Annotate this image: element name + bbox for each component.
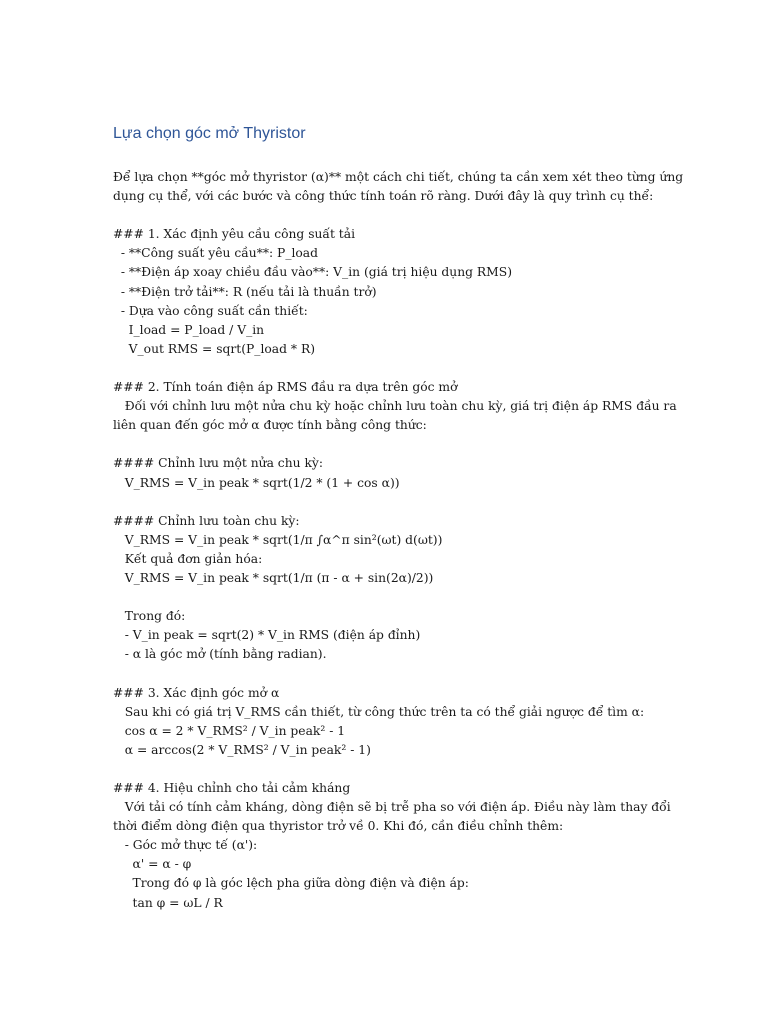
text-line: dụng cụ thể, với các bước và công thức tính toán rõ ràng. Dưới đây là quy trình cụ thể: — [113, 189, 654, 204]
text-line: - Dựa vào công suất cần thiết: — [113, 303, 308, 318]
text-line: - **Công suất yêu cầu**: P_load — [113, 246, 319, 261]
text-line: Trong đó: — [113, 609, 186, 624]
text-line: I_load = P_load / V_in — [113, 322, 265, 337]
text-line — [113, 760, 673, 779]
document-body — [113, 168, 684, 913]
text-line: α = arccos(2 * V_RMS² / V_in peak² - 1) — [113, 742, 371, 757]
text-line: cos α = 2 * V_RMS² / V_in peak² - 1 — [113, 723, 346, 738]
text-line: - V_in peak = sqrt(2) * V_in RMS (điện áp đỉnh) — [113, 628, 421, 643]
text-line — [113, 435, 673, 454]
text-line: ### 3. Xác định góc mở α — [113, 685, 280, 700]
text-line: Sau khi có giá trị V_RMS cần thiết, từ công thức trên ta có thể giải ngược để tìm α: — [113, 704, 645, 719]
text-line: Để lựa chọn **góc mở thyristor (α)** một cách chi tiết, chúng ta cần xem xét theo từng ứng — [113, 170, 684, 184]
text-line — [113, 664, 673, 683]
text-line: Đối với chỉnh lưu một nửa chu kỳ hoặc chỉnh lưu toàn chu kỳ, giá trị điện áp RMS đầu ra — [113, 399, 677, 414]
text-line: V_RMS = V_in peak * sqrt(1/π ∫α^π sin²(ωt) d(ωt)) — [113, 532, 443, 547]
text-line: V_RMS = V_in peak * sqrt(1/2 * (1 + cos α)) — [113, 475, 400, 490]
text-line: - Góc mở thực tế (α'): — [113, 838, 258, 853]
text-line — [113, 588, 673, 607]
text-line: #### Chỉnh lưu toàn chu kỳ: — [113, 513, 300, 528]
text-line: ### 4. Hiệu chỉnh cho tải cảm kháng — [113, 781, 351, 795]
document-title: Lựa chọn góc mở Thyristor — [113, 125, 306, 142]
text-line — [113, 206, 673, 225]
text-line: ### 1. Xác định yêu cầu công suất tải — [113, 227, 356, 242]
text-line: #### Chỉnh lưu một nửa chu kỳ: — [113, 456, 323, 471]
text-line: tan φ = ωL / R — [113, 895, 223, 910]
text-line — [113, 359, 673, 378]
text-line: V_RMS = V_in peak * sqrt(1/π (π - α + sin(2α)/2)) — [113, 570, 434, 585]
text-line — [113, 493, 673, 512]
text-line: Với tải có tính cảm kháng, dòng điện sẽ bị trễ pha so với điện áp. Điều này làm thay đổi — [113, 800, 671, 815]
text-line: liên quan đến góc mở α được tính bằng công thức: — [113, 418, 427, 433]
text-line: - **Điện áp xoay chiều đầu vào**: V_in (giá trị hiệu dụng RMS) — [113, 265, 512, 280]
text-line: Trong đó φ là góc lệch pha giữa dòng điện và điện áp: — [113, 876, 469, 891]
text-line: ### 2. Tính toán điện áp RMS đầu ra dựa trên góc mở — [113, 380, 458, 395]
text-line: α' = α - φ — [113, 857, 192, 872]
text-line: V_out RMS = sqrt(P_load * R) — [113, 341, 316, 356]
text-line: - α là góc mở (tính bằng radian). — [113, 647, 327, 662]
text-line: - **Điện trở tải**: R (nếu tải là thuần trở) — [113, 284, 377, 299]
text-line: Kết quả đơn giản hóa: — [113, 551, 263, 566]
text-line: thời điểm dòng điện qua thyristor trở về 0. Khi đó, cần điều chỉnh thêm: — [113, 819, 564, 834]
